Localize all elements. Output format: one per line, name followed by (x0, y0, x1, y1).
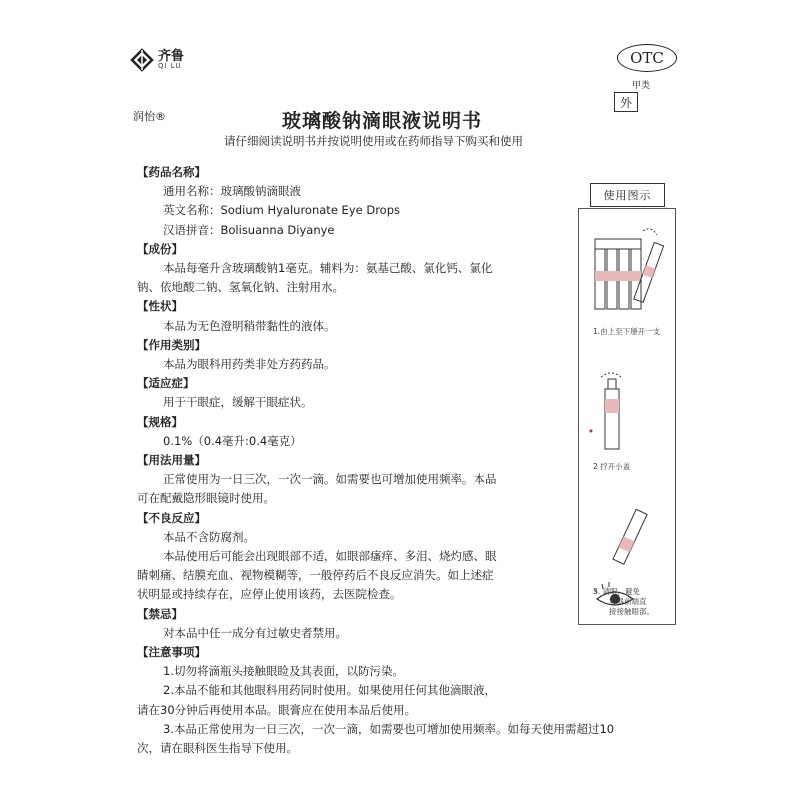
precaution-2a: 2.本品不能和其他眼科用药同时使用。如果使用任何其他滴眼液， (163, 683, 496, 698)
precaution-1: 1.切勿将滴瓶头接触眼睑及其表面，以防污染。 (163, 664, 404, 679)
brand-name: 润怡® (133, 110, 166, 123)
precaution-3a: 3.本品正常使用为一日三次，一次一滴，如需要也可增加使用频率。如每天使用需超过10 (163, 721, 615, 736)
step-3-caption (593, 587, 654, 617)
section-heading-adverse: 【不良反应】 (137, 510, 206, 525)
contraindications-text: 对本品中任一成分有过敏史者禁用。 (163, 625, 347, 640)
section-heading-indications: 【适应症】 (137, 376, 195, 391)
page-title: 玻璃酸钠滴眼液说明书 (282, 110, 483, 132)
properties-text: 本品为无色澄明稍带黏性的液体。 (163, 318, 336, 333)
section-heading-precautions: 【注意事项】 (137, 645, 206, 660)
otc-class: 甲类 (632, 81, 651, 91)
usage-line-1: 正常使用为一日三次，一次一滴。如需要也可增加使用频率。本品 (163, 472, 497, 487)
step-3-caption-line-3: 接接触眼部。 (609, 607, 654, 616)
step-3-caption-line-1: 3. 请眼，避免 (593, 587, 641, 596)
section-heading-spec: 【规格】 (137, 414, 183, 429)
pinyin-name: 汉语拼音：Bolisuanna Diyanye (163, 222, 335, 237)
section-heading-composition: 【成份】 (137, 241, 183, 256)
adverse-line-3: 睛刺痛、结膜充血、视物模糊等，一般停药后不良反应消失。如上述症 (137, 568, 494, 583)
otc-badge: OTC (617, 44, 677, 72)
page-subtitle: 请仔细阅读说明书并按说明使用或在药师指导下购买和使用 (224, 134, 523, 148)
indications-text: 用于干眼症，缓解干眼症状。 (163, 395, 313, 410)
composition-line-2: 钠、依地酸二钠、氢氧化钠、注射用水。 (137, 280, 344, 295)
step-2-caption: 2 拧开小盖 (593, 462, 631, 471)
precaution-3b: 次，请在眼科医生指导下使用。 (137, 741, 298, 756)
step-3-caption-line-2: 容器前端直 (609, 597, 647, 606)
qilu-logo-icon (130, 48, 154, 72)
section-heading-properties: 【性状】 (137, 299, 183, 314)
usage-diagram-panel (578, 208, 676, 625)
company-logo (130, 48, 184, 72)
adverse-line-1: 本品不含防腐剂。 (163, 529, 255, 544)
section-heading-contraindications: 【禁忌】 (137, 606, 183, 621)
spec-text: 0.1%（0.4毫升:0.4毫克） (163, 433, 302, 448)
step-1-caption: 1.由上至下掰开一支 (593, 327, 661, 336)
vial-strip-icon (595, 229, 664, 309)
vial-cap-icon (590, 373, 622, 449)
external-use-box: 外 (614, 92, 638, 112)
category-text: 本品为眼科用药类非处方药药品。 (163, 357, 336, 372)
logo-cn-text: 齐鲁 (158, 49, 185, 64)
adverse-line-2: 本品使用后可能会出现眼部不适，如眼部瘙痒、多泪、烧灼感、眼 (163, 549, 497, 564)
usage-line-2: 可在配戴隐形眼镜时使用。 (137, 491, 275, 506)
section-heading-usage: 【用法用量】 (137, 453, 206, 468)
adverse-line-4: 状明显或持续存在，应停止使用该药，去医院检查。 (137, 587, 402, 602)
usage-diagram-svg (579, 209, 675, 624)
section-heading-category: 【作用类别】 (137, 337, 206, 352)
section-heading-name: 【药品名称】 (137, 165, 206, 179)
logo-en-text: QI LU (158, 62, 182, 70)
diagram-title: 使用图示 (590, 183, 665, 207)
english-name: 英文名称：Sodium Hyaluronate Eye Drops (163, 203, 401, 218)
precaution-2b: 请在30分钟后再使用本品。眼膏应在使用本品后使用。 (137, 702, 417, 717)
composition-line-1: 本品每毫升含玻璃酸钠1毫克。辅料为：氨基己酸、氯化钙、氯化 (163, 261, 493, 276)
common-name: 通用名称：玻璃酸钠滴眼液 (163, 184, 301, 199)
